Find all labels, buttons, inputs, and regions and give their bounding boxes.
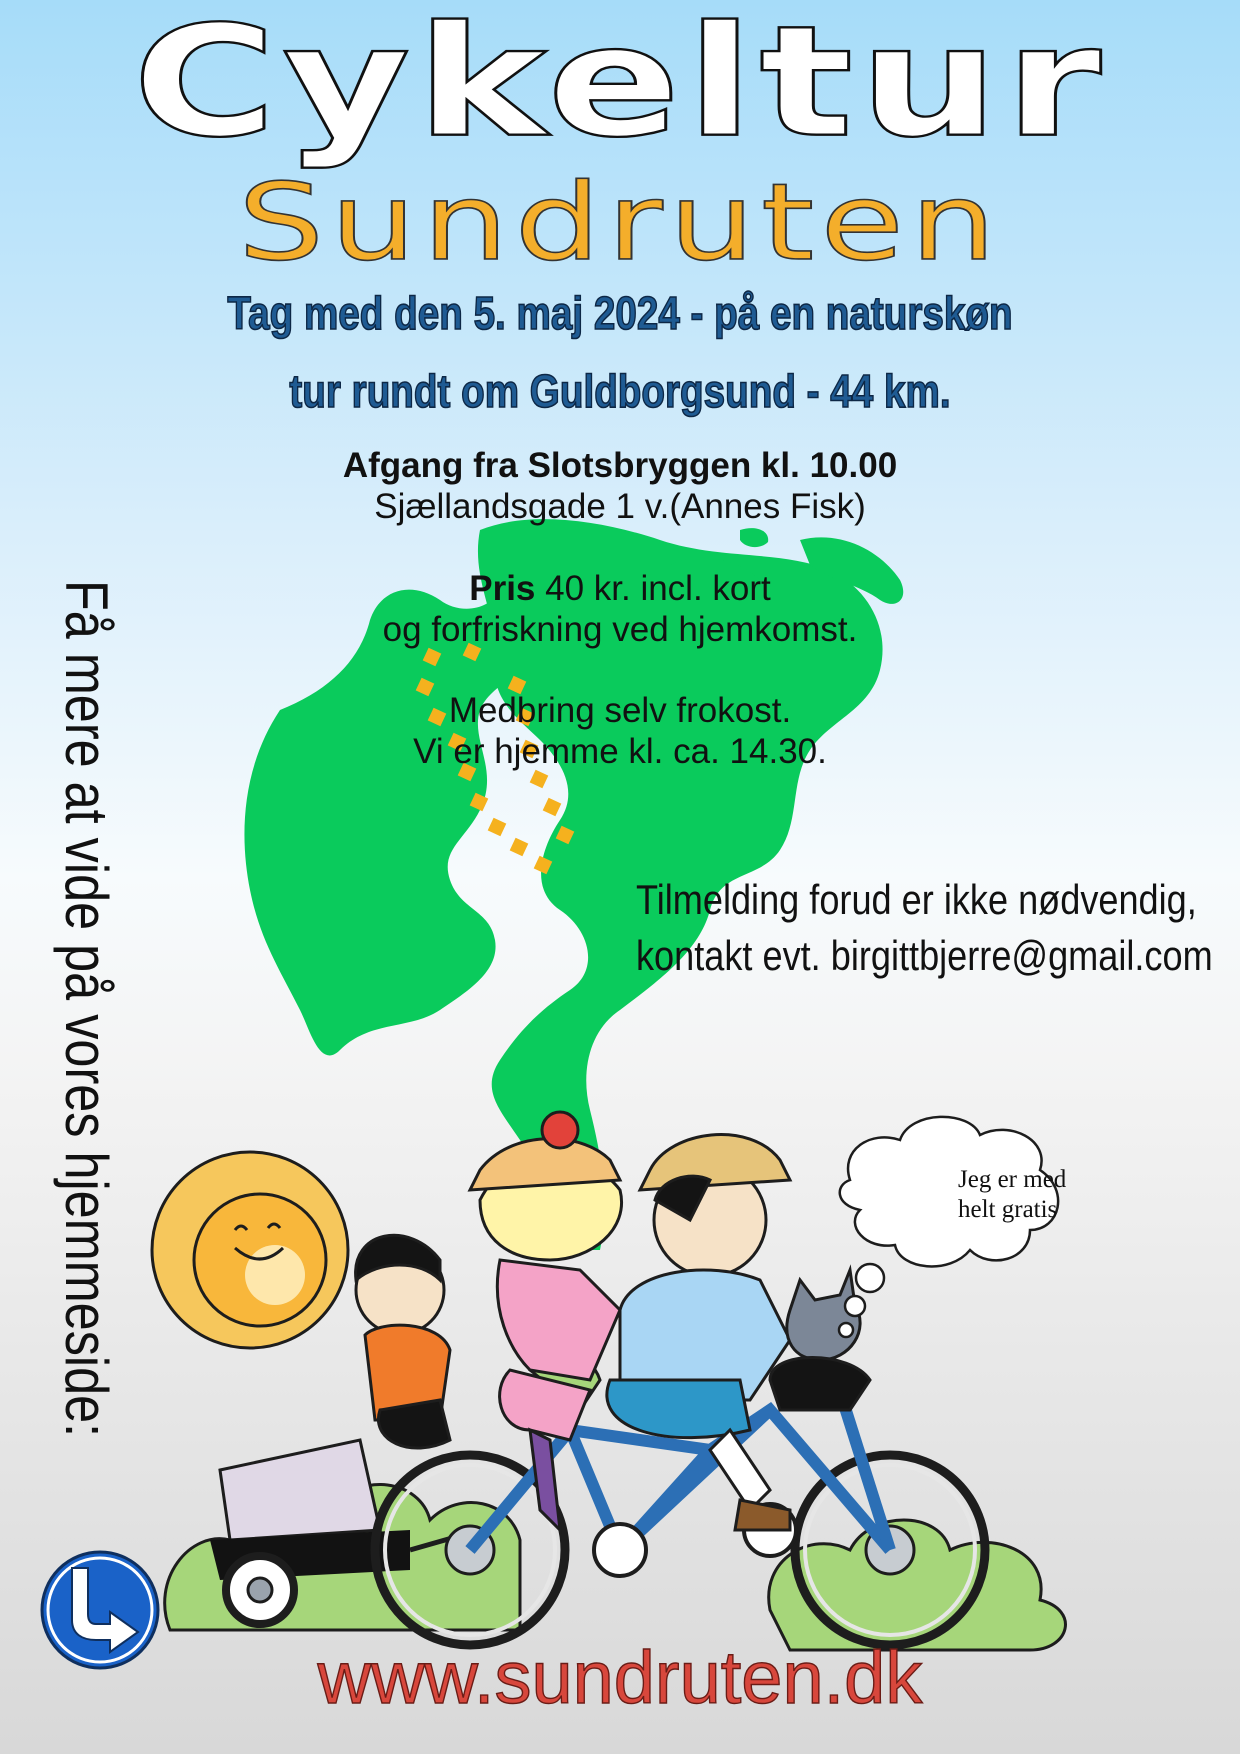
price-block — [280, 568, 960, 650]
tagline-line-2: tur rundt om Guldborgsund - 44 km. — [289, 365, 951, 417]
departure-block — [280, 445, 960, 527]
lunch-line-1: Medbring selv frokost. — [448, 691, 792, 730]
signup-contact: kontakt evt. birgittbjerre@gmail.com — [636, 932, 1213, 979]
price-line-2: og forfriskning ved hjemkomst. — [382, 610, 858, 649]
thought-bubble-text — [958, 1165, 1118, 1225]
signup-block — [636, 872, 1213, 984]
lunch-line-2: Vi er hjemme kl. ca. 14.30. — [413, 732, 827, 771]
child-rider — [356, 1235, 450, 1448]
lunch-block — [280, 690, 960, 772]
tagline-line-1: Tag med den 5. maj 2024 - på en naturskøn — [227, 287, 1013, 339]
bubble-line-2: helt gratis — [958, 1196, 1058, 1223]
departure-heading: Afgang fra Slotsbryggen kl. 10.00 — [342, 446, 898, 485]
poster-title: Cykeltur — [132, 0, 1108, 172]
departure-address: Sjællandsgade 1 v.(Annes Fisk) — [374, 487, 866, 526]
price-label: Pris — [469, 569, 536, 608]
website-url[interactable]: www.sundruten.dk — [317, 1636, 923, 1719]
poster-subtitle: Sundruten — [237, 161, 1003, 285]
thought-bubble — [839, 1117, 1058, 1337]
sun-icon — [152, 1152, 348, 1348]
bubble-line-1: Jeg er med — [958, 1166, 1067, 1193]
side-text-homepage: Få mere at vide på vores hjemmeside: — [53, 580, 120, 1438]
signup-line-1: Tilmelding forud er ikke nødvendig, — [636, 876, 1197, 923]
map-island-small — [740, 528, 768, 547]
price-text: 40 kr. incl. kort — [535, 569, 771, 608]
